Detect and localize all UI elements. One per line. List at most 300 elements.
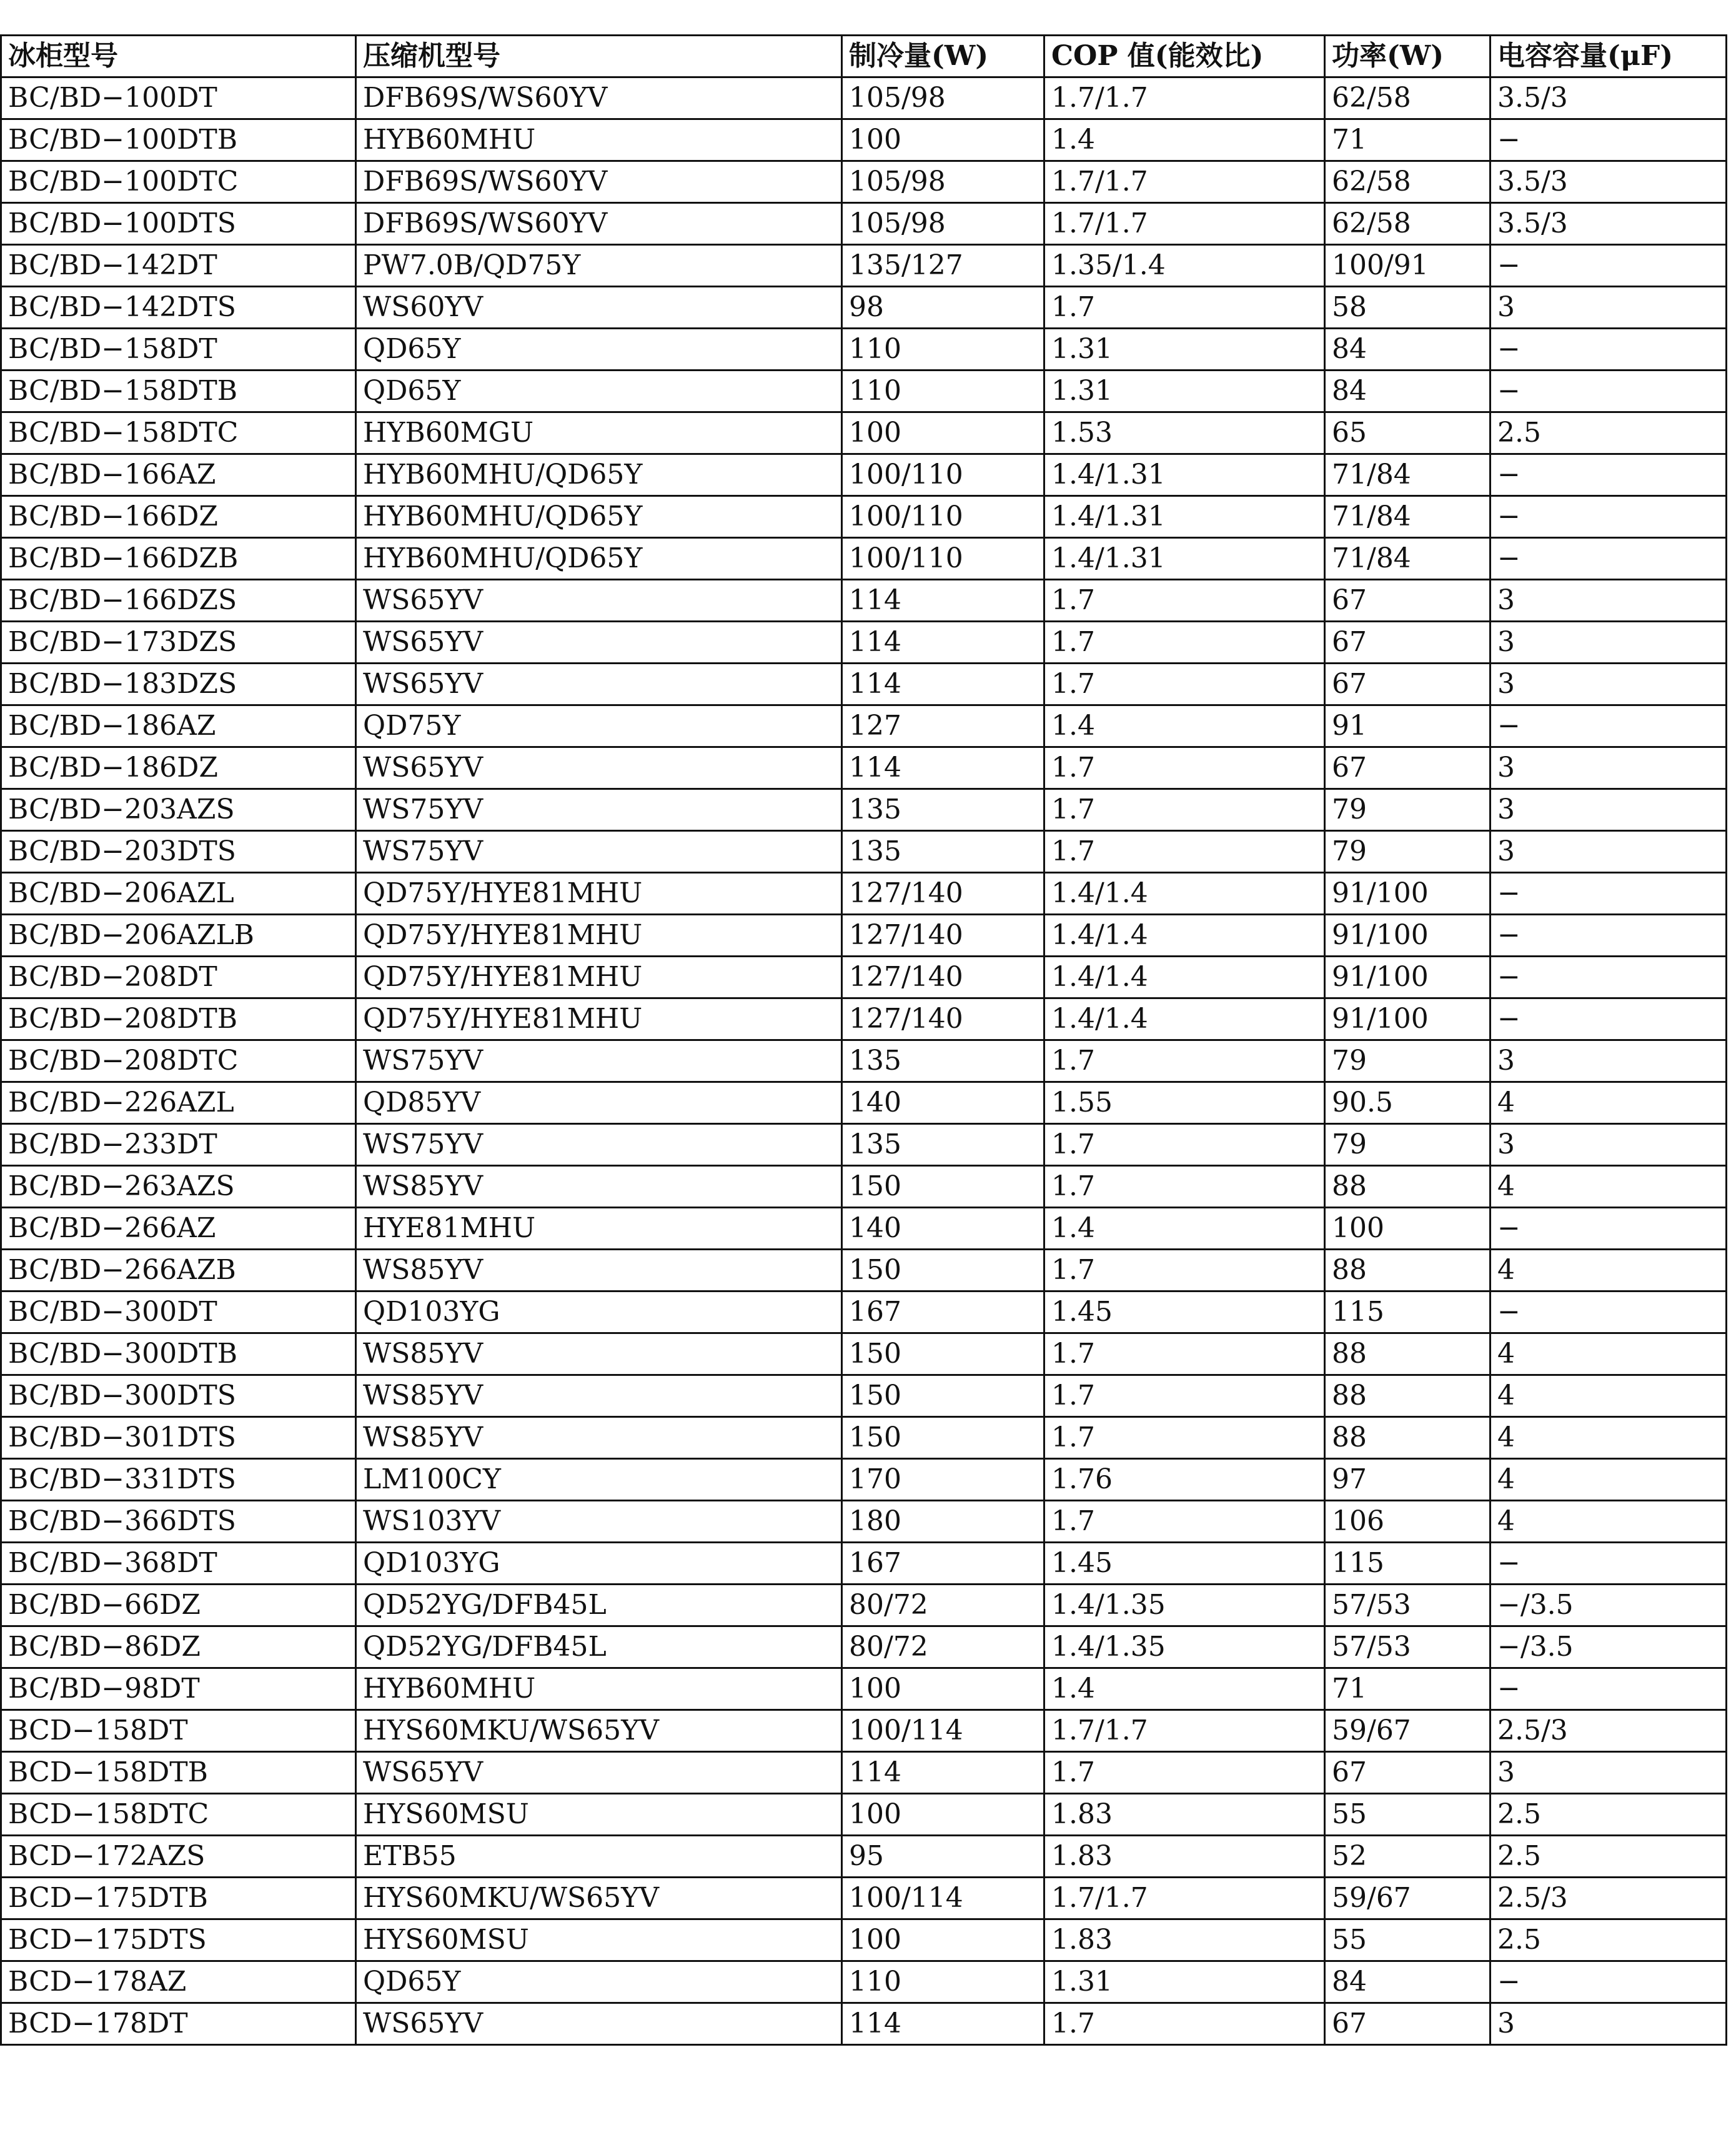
freezer-model-cell: BC/BD−100DTB [1,119,356,161]
freezer-model-cell: BC/BD−203DTS [1,831,356,873]
freezer-model-cell: BC/BD−206AZLB [1,915,356,957]
cop-cell: 1.4/1.4 [1044,998,1325,1040]
capacitance-cell: − [1490,454,1727,496]
cop-cell: 1.7/1.7 [1044,77,1325,119]
capacitance-cell: − [1490,538,1727,580]
table-row [1,1919,1727,1961]
power-cell: 62/58 [1325,161,1490,203]
table-row [1,1878,1727,1919]
compressor-model-cell: WS75YV [356,1040,842,1082]
cooling-capacity-cell: 170 [842,1459,1044,1501]
table-row [1,873,1727,915]
freezer-model-cell: BC/BD−208DTB [1,998,356,1040]
freezer-model-cell: BC/BD−203AZS [1,789,356,831]
power-cell: 88 [1325,1417,1490,1459]
table-row [1,1459,1727,1501]
cooling-capacity-cell: 114 [842,1752,1044,1794]
power-cell: 65 [1325,412,1490,454]
cop-cell: 1.4/1.31 [1044,496,1325,538]
capacitance-cell: − [1490,998,1727,1040]
power-cell: 106 [1325,1501,1490,1543]
header-cop: COP 值(能效比) [1044,36,1325,77]
cooling-capacity-cell: 110 [842,329,1044,371]
freezer-model-cell: BCD−158DTC [1,1794,356,1836]
cooling-capacity-cell: 140 [842,1082,1044,1124]
cooling-capacity-cell: 114 [842,664,1044,705]
cop-cell: 1.4/1.31 [1044,454,1325,496]
power-cell: 91/100 [1325,998,1490,1040]
cop-cell: 1.7 [1044,1250,1325,1291]
compressor-model-cell: HYB60MHU/QD65Y [356,496,842,538]
capacitance-cell: − [1490,915,1727,957]
compressor-model-cell: WS75YV [356,1124,842,1166]
power-cell: 67 [1325,664,1490,705]
power-cell: 79 [1325,789,1490,831]
power-cell: 88 [1325,1250,1490,1291]
header-capacitance: 电容容量(μF) [1490,36,1727,77]
compressor-model-cell: HYB60MHU [356,1668,842,1710]
cooling-capacity-cell: 100/114 [842,1878,1044,1919]
table-row [1,1501,1727,1543]
freezer-model-cell: BCD−158DT [1,1710,356,1752]
freezer-model-cell: BC/BD−331DTS [1,1459,356,1501]
freezer-model-cell: BC/BD−301DTS [1,1417,356,1459]
cooling-capacity-cell: 150 [842,1417,1044,1459]
cop-cell: 1.7 [1044,1417,1325,1459]
cooling-capacity-cell: 135/127 [842,245,1044,287]
cooling-capacity-cell: 167 [842,1543,1044,1585]
power-cell: 62/58 [1325,77,1490,119]
cop-cell: 1.7 [1044,747,1325,789]
cop-cell: 1.7 [1044,831,1325,873]
power-cell: 91/100 [1325,957,1490,998]
table-row [1,77,1727,119]
power-cell: 57/53 [1325,1585,1490,1626]
compressor-model-cell: QD52YG/DFB45L [356,1626,842,1668]
power-cell: 79 [1325,831,1490,873]
capacitance-cell: 2.5 [1490,412,1727,454]
compressor-model-cell: QD85YV [356,1082,842,1124]
capacitance-cell: 3 [1490,2003,1727,2045]
table-row [1,1668,1727,1710]
capacitance-cell: 4 [1490,1417,1727,1459]
compressor-model-cell: HYS60MSU [356,1919,842,1961]
capacitance-cell: − [1490,705,1727,747]
freezer-model-cell: BC/BD−266AZ [1,1208,356,1250]
header-power: 功率(W) [1325,36,1490,77]
freezer-model-cell: BC/BD−158DTB [1,371,356,412]
cooling-capacity-cell: 135 [842,1040,1044,1082]
compressor-model-cell: ETB55 [356,1836,842,1878]
capacitance-cell: − [1490,1543,1727,1585]
compressor-model-cell: WS75YV [356,789,842,831]
table-row [1,664,1727,705]
cop-cell: 1.7 [1044,1333,1325,1375]
freezer-model-cell: BC/BD−366DTS [1,1501,356,1543]
freezer-model-cell: BC/BD−166DZB [1,538,356,580]
compressor-model-cell: HYS60MSU [356,1794,842,1836]
table-row [1,1082,1727,1124]
capacitance-cell: 3 [1490,580,1727,622]
power-cell: 57/53 [1325,1626,1490,1668]
cooling-capacity-cell: 100 [842,1919,1044,1961]
freezer-model-cell: BCD−158DTB [1,1752,356,1794]
compressor-model-cell: DFB69S/WS60YV [356,161,842,203]
capacitance-cell: 4 [1490,1375,1727,1417]
header-compressor-model: 压缩机型号 [356,36,842,77]
cop-cell: 1.7 [1044,1124,1325,1166]
cop-cell: 1.83 [1044,1919,1325,1961]
compressor-model-cell: QD65Y [356,329,842,371]
table-row [1,1040,1727,1082]
header-row [1,36,1727,77]
table-row [1,998,1727,1040]
cop-cell: 1.4/1.31 [1044,538,1325,580]
compressor-model-cell: HYS60MKU/WS65YV [356,1878,842,1919]
cooling-capacity-cell: 114 [842,2003,1044,2045]
capacitance-cell: 4 [1490,1082,1727,1124]
power-cell: 90.5 [1325,1082,1490,1124]
cop-cell: 1.7/1.7 [1044,1710,1325,1752]
capacitance-cell: −/3.5 [1490,1585,1727,1626]
table-row [1,329,1727,371]
capacitance-cell: 3 [1490,831,1727,873]
compressor-model-cell: WS60YV [356,287,842,329]
cooling-capacity-cell: 167 [842,1291,1044,1333]
capacitance-cell: 4 [1490,1459,1727,1501]
table-row [1,1208,1727,1250]
freezer-model-cell: BC/BD−300DTS [1,1375,356,1417]
cop-cell: 1.4/1.4 [1044,915,1325,957]
freezer-model-cell: BC/BD−100DTS [1,203,356,245]
table-row [1,1250,1727,1291]
compressor-model-cell: QD75Y/HYE81MHU [356,915,842,957]
cooling-capacity-cell: 114 [842,747,1044,789]
compressor-model-cell: HYB60MHU/QD65Y [356,454,842,496]
capacitance-cell: 4 [1490,1333,1727,1375]
capacitance-cell: − [1490,1668,1727,1710]
power-cell: 115 [1325,1291,1490,1333]
power-cell: 55 [1325,1794,1490,1836]
table-row [1,1375,1727,1417]
cooling-capacity-cell: 127/140 [842,957,1044,998]
table-row [1,705,1727,747]
capacitance-cell: − [1490,1208,1727,1250]
table-row [1,1124,1727,1166]
table-row [1,1543,1727,1585]
compressor-model-cell: WS65YV [356,580,842,622]
table-row [1,496,1727,538]
freezer-model-cell: BCD−178AZ [1,1961,356,2003]
cop-cell: 1.4/1.35 [1044,1585,1325,1626]
power-cell: 84 [1325,329,1490,371]
power-cell: 71 [1325,1668,1490,1710]
cop-cell: 1.7 [1044,664,1325,705]
compressor-model-cell: WS65YV [356,2003,842,2045]
freezer-model-cell: BC/BD−142DTS [1,287,356,329]
compressor-model-cell: WS85YV [356,1166,842,1208]
cop-cell: 1.7 [1044,580,1325,622]
table-row [1,580,1727,622]
freezer-model-cell: BC/BD−183DZS [1,664,356,705]
cooling-capacity-cell: 127/140 [842,915,1044,957]
capacitance-cell: 4 [1490,1501,1727,1543]
cooling-capacity-cell: 98 [842,287,1044,329]
power-cell: 71/84 [1325,538,1490,580]
power-cell: 91/100 [1325,873,1490,915]
power-cell: 67 [1325,622,1490,664]
compressor-model-cell: HYB60MGU [356,412,842,454]
table-row [1,1333,1727,1375]
cooling-capacity-cell: 110 [842,1961,1044,2003]
cop-cell: 1.31 [1044,329,1325,371]
compressor-model-cell: WS85YV [356,1250,842,1291]
cop-cell: 1.76 [1044,1459,1325,1501]
cop-cell: 1.7 [1044,1040,1325,1082]
capacitance-cell: −/3.5 [1490,1626,1727,1668]
freezer-model-cell: BCD−172AZS [1,1836,356,1878]
compressor-model-cell: WS75YV [356,831,842,873]
table-row [1,1836,1727,1878]
compressor-model-cell: HYB60MHU [356,119,842,161]
cop-cell: 1.4 [1044,705,1325,747]
table-row [1,2003,1727,2045]
compressor-model-cell: QD52YG/DFB45L [356,1585,842,1626]
capacitance-cell: − [1490,1291,1727,1333]
compressor-model-cell: WS85YV [356,1333,842,1375]
power-cell: 52 [1325,1836,1490,1878]
cooling-capacity-cell: 100 [842,1668,1044,1710]
cooling-capacity-cell: 150 [842,1375,1044,1417]
freezer-model-cell: BC/BD−266AZB [1,1250,356,1291]
compressor-model-cell: WS65YV [356,747,842,789]
power-cell: 59/67 [1325,1878,1490,1919]
cop-cell: 1.7 [1044,287,1325,329]
capacitance-cell: − [1490,371,1727,412]
power-cell: 84 [1325,371,1490,412]
cooling-capacity-cell: 100/110 [842,496,1044,538]
capacitance-cell: 3.5/3 [1490,203,1727,245]
freezer-model-cell: BC/BD−98DT [1,1668,356,1710]
compressor-model-cell: QD75Y [356,705,842,747]
power-cell: 88 [1325,1375,1490,1417]
cooling-capacity-cell: 100 [842,1794,1044,1836]
spec-table [0,34,1727,2046]
cooling-capacity-cell: 135 [842,789,1044,831]
freezer-model-cell: BC/BD−142DT [1,245,356,287]
table-row [1,454,1727,496]
cooling-capacity-cell: 135 [842,831,1044,873]
capacitance-cell: 3 [1490,664,1727,705]
power-cell: 67 [1325,2003,1490,2045]
compressor-model-cell: HYB60MHU/QD65Y [356,538,842,580]
cop-cell: 1.7 [1044,1501,1325,1543]
table-row [1,161,1727,203]
compressor-model-cell: QD65Y [356,371,842,412]
compressor-model-cell: QD75Y/HYE81MHU [356,873,842,915]
power-cell: 88 [1325,1333,1490,1375]
capacitance-cell: 3 [1490,287,1727,329]
table-row [1,1417,1727,1459]
capacitance-cell: − [1490,119,1727,161]
compressor-model-cell: WS85YV [356,1375,842,1417]
freezer-model-cell: BC/BD−300DTB [1,1333,356,1375]
compressor-model-cell: WS65YV [356,664,842,705]
power-cell: 55 [1325,1919,1490,1961]
cooling-capacity-cell: 100/110 [842,454,1044,496]
capacitance-cell: − [1490,329,1727,371]
table-row [1,1710,1727,1752]
freezer-model-cell: BC/BD−66DZ [1,1585,356,1626]
power-cell: 67 [1325,1752,1490,1794]
compressor-model-cell: QD65Y [356,1961,842,2003]
power-cell: 88 [1325,1166,1490,1208]
cop-cell: 1.7 [1044,622,1325,664]
table-row [1,538,1727,580]
capacitance-cell: − [1490,1961,1727,2003]
cooling-capacity-cell: 150 [842,1166,1044,1208]
compressor-model-cell: QD103YG [356,1291,842,1333]
freezer-model-cell: BC/BD−206AZL [1,873,356,915]
compressor-model-cell: QD75Y/HYE81MHU [356,998,842,1040]
capacitance-cell: − [1490,873,1727,915]
table-row [1,747,1727,789]
cooling-capacity-cell: 127 [842,705,1044,747]
capacitance-cell: − [1490,496,1727,538]
freezer-model-cell: BC/BD−166DZS [1,580,356,622]
cooling-capacity-cell: 80/72 [842,1626,1044,1668]
power-cell: 79 [1325,1124,1490,1166]
power-cell: 58 [1325,287,1490,329]
table-row [1,1626,1727,1668]
cooling-capacity-cell: 180 [842,1501,1044,1543]
capacitance-cell: 2.5/3 [1490,1710,1727,1752]
compressor-model-cell: WS65YV [356,622,842,664]
capacitance-cell: 2.5 [1490,1836,1727,1878]
table-row [1,789,1727,831]
capacitance-cell: 3.5/3 [1490,161,1727,203]
cooling-capacity-cell: 100 [842,412,1044,454]
compressor-model-cell: WS85YV [356,1417,842,1459]
capacitance-cell: 3 [1490,1752,1727,1794]
freezer-model-cell: BC/BD−186DZ [1,747,356,789]
table-row [1,831,1727,873]
cooling-capacity-cell: 114 [842,622,1044,664]
table-row [1,1961,1727,2003]
compressor-model-cell: PW7.0B/QD75Y [356,245,842,287]
table-row [1,915,1727,957]
compressor-model-cell: DFB69S/WS60YV [356,203,842,245]
power-cell: 91/100 [1325,915,1490,957]
capacitance-cell: 2.5 [1490,1794,1727,1836]
compressor-model-cell: LM100CY [356,1459,842,1501]
cop-cell: 1.4/1.35 [1044,1626,1325,1668]
freezer-model-cell: BC/BD−158DT [1,329,356,371]
cop-cell: 1.7 [1044,789,1325,831]
cooling-capacity-cell: 135 [842,1124,1044,1166]
table-row [1,1291,1727,1333]
cooling-capacity-cell: 140 [842,1208,1044,1250]
table-row [1,957,1727,998]
table-row [1,287,1727,329]
capacitance-cell: 3 [1490,747,1727,789]
freezer-model-cell: BC/BD−368DT [1,1543,356,1585]
cooling-capacity-cell: 100/114 [842,1710,1044,1752]
freezer-model-cell: BC/BD−166DZ [1,496,356,538]
table-row [1,119,1727,161]
power-cell: 100 [1325,1208,1490,1250]
power-cell: 59/67 [1325,1710,1490,1752]
table-body [1,77,1727,2045]
cop-cell: 1.31 [1044,1961,1325,2003]
table-row [1,622,1727,664]
cop-cell: 1.4/1.4 [1044,873,1325,915]
power-cell: 91 [1325,705,1490,747]
compressor-model-cell: DFB69S/WS60YV [356,77,842,119]
cop-cell: 1.83 [1044,1794,1325,1836]
freezer-model-cell: BCD−175DTS [1,1919,356,1961]
cop-cell: 1.53 [1044,412,1325,454]
freezer-model-cell: BC/BD−186AZ [1,705,356,747]
cooling-capacity-cell: 95 [842,1836,1044,1878]
freezer-model-cell: BC/BD−233DT [1,1124,356,1166]
capacitance-cell: 3 [1490,1124,1727,1166]
freezer-model-cell: BC/BD−208DT [1,957,356,998]
cop-cell: 1.7/1.7 [1044,203,1325,245]
freezer-model-cell: BC/BD−173DZS [1,622,356,664]
power-cell: 67 [1325,580,1490,622]
cop-cell: 1.7 [1044,1752,1325,1794]
cop-cell: 1.4 [1044,119,1325,161]
table-row [1,412,1727,454]
power-cell: 71/84 [1325,454,1490,496]
cop-cell: 1.7 [1044,1375,1325,1417]
cooling-capacity-cell: 150 [842,1333,1044,1375]
freezer-model-cell: BC/BD−208DTC [1,1040,356,1082]
freezer-model-cell: BC/BD−100DTC [1,161,356,203]
cop-cell: 1.35/1.4 [1044,245,1325,287]
table-row [1,1585,1727,1626]
compressor-model-cell: WS103YV [356,1501,842,1543]
cooling-capacity-cell: 110 [842,371,1044,412]
compressor-model-cell: QD75Y/HYE81MHU [356,957,842,998]
header-freezer-model: 冰柜型号 [1,36,356,77]
freezer-model-cell: BC/BD−166AZ [1,454,356,496]
capacitance-cell: 4 [1490,1166,1727,1208]
compressor-model-cell: HYE81MHU [356,1208,842,1250]
cooling-capacity-cell: 114 [842,580,1044,622]
compressor-model-cell: QD103YG [356,1543,842,1585]
capacitance-cell: 3 [1490,1040,1727,1082]
capacitance-cell: 2.5 [1490,1919,1727,1961]
power-cell: 62/58 [1325,203,1490,245]
cooling-capacity-cell: 127/140 [842,873,1044,915]
cooling-capacity-cell: 150 [842,1250,1044,1291]
cooling-capacity-cell: 127/140 [842,998,1044,1040]
power-cell: 71 [1325,119,1490,161]
capacitance-cell: 4 [1490,1250,1727,1291]
capacitance-cell: 3.5/3 [1490,77,1727,119]
power-cell: 97 [1325,1459,1490,1501]
cooling-capacity-cell: 100/110 [842,538,1044,580]
cop-cell: 1.4 [1044,1668,1325,1710]
compressor-model-cell: HYS60MKU/WS65YV [356,1710,842,1752]
freezer-model-cell: BCD−175DTB [1,1878,356,1919]
table-row [1,1166,1727,1208]
table-row [1,1794,1727,1836]
power-cell: 79 [1325,1040,1490,1082]
freezer-model-cell: BCD−178DT [1,2003,356,2045]
